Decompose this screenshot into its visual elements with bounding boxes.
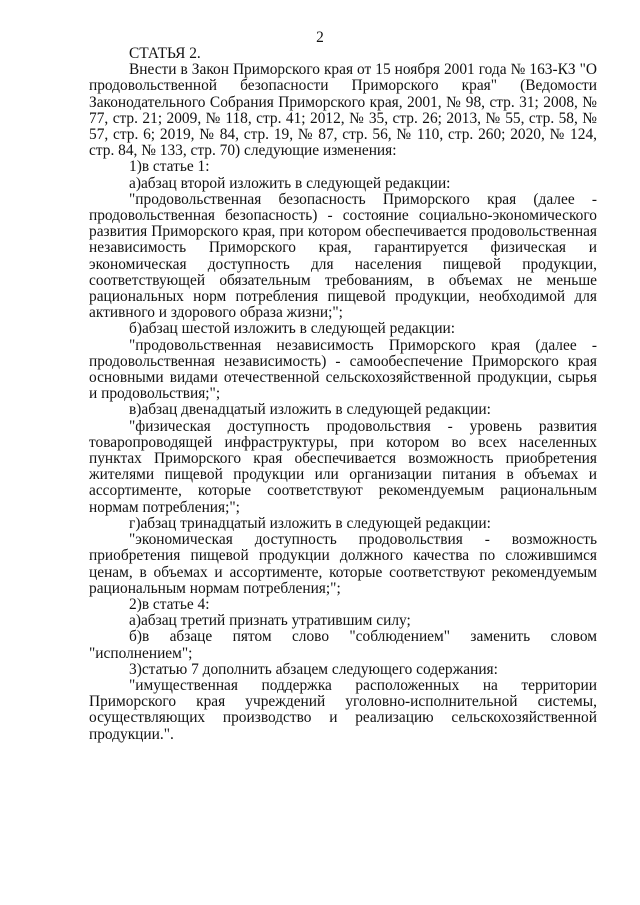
item-1-paragraph: 1)в статье 1:	[129, 158, 210, 176]
amendment-intro-paragraph: Внести в Закон Приморского края от 15 ноября 2001 года № 163-КЗ "О продовольственной безопасности Приморского края" (Ведомости Законодательного Собрания Приморского края, 2001, № 98, стр. 31; 2008, № 77, стр. 21; 2009, № 118, стр. 41; 2012, № 35, стр. 26; 2013, № 55, стр. 58, № 57, стр. 6; 2019, № 84, стр. 19, № 87, стр. 56, № 110, стр. 260; 2020, № 124, стр. 84, № 133, стр. 70) следующие изменения:	[89, 61, 597, 160]
document-body	[89, 46, 597, 743]
economic-availability-definition: "экономическая доступность продовольствия - возможность приобретения пищевой продукции должного качества по сложившимся ценам, в объемах и ассортименте, которые соответствуют рекомендуемым рациональным нормам потребления;";	[89, 531, 597, 597]
property-support-paragraph: "имущественная поддержка расположенных на территории Приморского края учреждений уголовно-исполнительной системы, осуществляющих производство и реализацию сельскохозяйственной продукции.".	[89, 676, 597, 743]
food-security-definition: "продовольственная безопасность Приморского края (далее - продовольственная безопасность) - состояние социально-экономического развития Приморского края, при котором обеспечивается продовольственная независимость Приморского края, гарантируется физическая и экономическая доступность для населения пищевой продукции, соответствующей обязательным требованиям, в объемах не меньше рациональных норм потребления пищевой продукции, необходимой для активного и здорового образа жизни;";	[89, 190, 597, 322]
item-1b-paragraph: б)абзац шестой изложить в следующей редакции:	[129, 320, 456, 338]
physical-availability-definition: "физическая доступность продовольствия - уровень развития товаропроводящей инфраструктуры, при котором во всех населенных пунктах Приморского края обеспечивается возможность приобретения жителями пищевой продукции или организации питания в объемах и ассортименте, которые соответствуют рекомендуемым рациональным нормам потребления;";	[89, 417, 597, 516]
item-3-paragraph: 3)статью 7 дополнить абзацем следующего содержания:	[129, 660, 498, 678]
item-1g-paragraph: г)абзац тринадцатый изложить в следующей редакции:	[129, 514, 491, 532]
article-heading: СТАТЬЯ 2.	[129, 45, 201, 62]
item-1a-paragraph: а)абзац второй изложить в следующей редакции:	[129, 174, 451, 192]
food-independence-definition: "продовольственная независимость Приморского края (далее - продовольственная независимость) - самообеспечение Приморского края основными видами отечественной сельскохозяйственной продукции, сырья и продовольствия;";	[89, 336, 597, 403]
item-2a-paragraph: а)абзац третий признать утратившим силу;	[129, 612, 411, 630]
item-2-paragraph: 2)в статье 4:	[129, 595, 210, 613]
page-number: 2	[316, 29, 324, 46]
item-1v-paragraph: в)абзац двенадцатый изложить в следующей редакции:	[129, 401, 491, 419]
item-2b-paragraph: б)в абзаце пятом слово "соблюдением" заменить словом "исполнением";	[89, 628, 597, 662]
